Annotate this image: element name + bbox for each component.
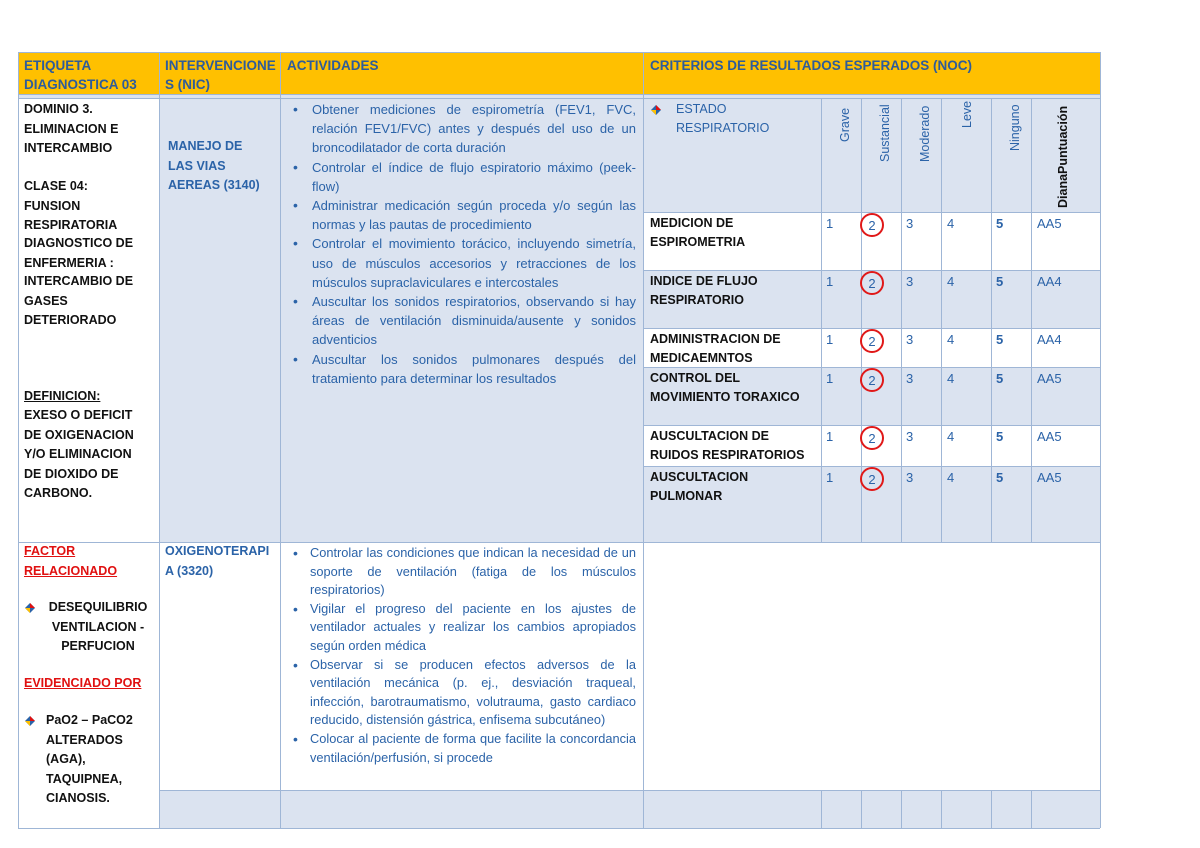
activities-list [282, 544, 636, 767]
score-value: 1 [826, 216, 834, 231]
header-interventions: INTERVENCIONES (NIC) [165, 58, 276, 92]
score-value: 3 [906, 274, 914, 289]
scale-label: Ninguno [1008, 104, 1022, 151]
grid-line [821, 98, 822, 542]
score-value: 3 [906, 216, 914, 231]
target-label: DianaPuntuación [1056, 105, 1070, 208]
grid-line [18, 98, 1100, 99]
score-value: 5 [996, 371, 1004, 386]
selected-score-circle: 2 [860, 368, 884, 392]
score-value: 5 [996, 429, 1004, 444]
scale-label: Sustancial [878, 104, 892, 162]
activity-item: • Controlar las condiciones que indican la necesidad de un soporte de ventilación (fatiga de los músculos respiratorios) [282, 544, 636, 600]
grid-line [1031, 98, 1032, 542]
activity-item: • Vigilar el progreso del paciente en los ajustes de ventilador actuales y realizar los cambios apropiados según orden médica [282, 600, 636, 656]
intervention-name: MANEJO DE LAS VIAS AEREAS (3140) [168, 139, 260, 192]
nursing-dx-value: INTERCAMBIO DE GASES DETERIORADO [24, 274, 134, 327]
score-value: 3 [906, 429, 914, 444]
grid-line [941, 98, 942, 542]
target-score: AA5 [1037, 470, 1062, 485]
scale-label: Moderado [918, 105, 932, 162]
activity-item: • Controlar el movimiento torácico, incluyendo simetría, uso de músculos accesorios y retracciones de los músculos supraclaviculares e intercostales [282, 234, 636, 292]
score-value: 5 [996, 274, 1004, 289]
evidence-item: PaO2 – PaCO2 ALTERADOS (AGA), TAQUIPNEA, CIANOSIS. [46, 713, 133, 805]
target-score: AA4 [1037, 274, 1062, 289]
intervention-name: OXIGENOTERAPIA (3320) [165, 544, 270, 578]
score-value: 1 [826, 429, 834, 444]
activity-item: • Auscultar los sonidos pulmonares después del tratamiento para determinar los resultados [282, 350, 636, 388]
activity-item: • Observar si se producen efectos adversos de la ventilación mecánica (p. ej., desviación traqueal, infección, barotraumatismo, volutrauma, gasto cardiaco reducido, distensión gástrica, enfisema subcutáneo) [282, 656, 636, 730]
activity-item: • Colocar al paciente de forma que facilite la concordancia ventilación/perfusión, si procede [282, 730, 636, 767]
grid-line [18, 828, 1100, 829]
header-diagnostic-label: ETIQUETA DIAGNOSTICA 03 [24, 58, 137, 92]
selected-score-circle: 2 [860, 467, 884, 491]
indicator-name: CONTROL DEL MOVIMIENTO TORAXICO [650, 371, 800, 404]
definition-label: DEFINICION: [24, 389, 101, 403]
nursing-dx-label: DIAGNOSTICO DE ENFERMERIA : [24, 236, 134, 270]
target-score: AA5 [1037, 216, 1062, 231]
score-value: 1 [826, 274, 834, 289]
score-value: 4 [947, 216, 955, 231]
bullet-marker-icon [24, 714, 36, 732]
activity-item: • Obtener mediciones de espirometría (FEV1, FVC, relación FEV1/FVC) antes y después del uso de un broncodilatador de corta duración [282, 100, 636, 158]
score-value: 1 [826, 470, 834, 485]
score-value: 4 [947, 429, 955, 444]
score-value: 4 [947, 470, 955, 485]
score-value: 1 [826, 371, 834, 386]
target-score: AA5 [1037, 371, 1062, 386]
diagnosis-class: CLASE 04: FUNSION RESPIRATORIA [24, 179, 118, 232]
grid-line [821, 790, 822, 828]
grid-line [159, 52, 160, 828]
grid-line [901, 98, 902, 542]
score-value: 1 [826, 332, 834, 347]
score-value: 5 [996, 470, 1004, 485]
score-value: 4 [947, 332, 955, 347]
bullet-marker-icon [24, 601, 36, 619]
grid-line [941, 790, 942, 828]
grid-line [1100, 52, 1101, 828]
footer-band [159, 790, 1100, 828]
grid-line [901, 790, 902, 828]
grid-line [991, 98, 992, 542]
score-value: 5 [996, 216, 1004, 231]
bullet-marker-icon [650, 103, 662, 121]
score-value: 4 [947, 274, 955, 289]
target-score: AA5 [1037, 429, 1062, 444]
score-value: 3 [906, 371, 914, 386]
grid-line [861, 790, 862, 828]
activity-item: • Auscultar los sonidos respiratorios, observando si hay áreas de ventilación disminuida/ausente y sonidos adventicios [282, 292, 636, 350]
target-score: AA4 [1037, 332, 1062, 347]
factor-item: DESEQUILIBRIO VENTILACION - PERFUCION [48, 600, 148, 653]
scale-label: Grave [838, 107, 852, 142]
score-value: 3 [906, 470, 914, 485]
score-value: 3 [906, 332, 914, 347]
activities-list [282, 100, 636, 388]
header-activities: ACTIVIDADES [287, 58, 379, 73]
score-value: 5 [996, 332, 1004, 347]
scale-label: Leve [960, 100, 974, 128]
selected-score-circle: 2 [860, 271, 884, 295]
noc-outcome: ESTADO RESPIRATORIO [676, 102, 770, 135]
header-noc: CRITERIOS DE RESULTADOS ESPERADOS (NOC) [650, 58, 973, 73]
diagnosis-domain: DOMINIO 3. ELIMINACION E INTERCAMBIO [24, 102, 119, 155]
indicator-name: AUSCULTACION DE RUIDOS RESPIRATORIOS [650, 429, 805, 462]
indicator-name: MEDICION DE ESPIROMETRIA [650, 216, 746, 249]
grid-line [159, 790, 1100, 791]
grid-line [1031, 790, 1032, 828]
grid-line [991, 790, 992, 828]
grid-line [280, 52, 281, 828]
evidence-label: EVIDENCIADO POR [24, 676, 142, 690]
indicator-name: INDICE DE FLUJO RESPIRATORIO [650, 274, 758, 307]
activity-item: • Administrar medicación según proceda y/o según las normas y las pautas de procedimiento [282, 196, 636, 234]
activity-item: • Controlar el índice de flujo espiratorio máximo (peek-flow) [282, 158, 636, 196]
indicator-name: AUSCULTACION PULMONAR [650, 470, 749, 503]
selected-score-circle: 2 [860, 329, 884, 353]
grid-line [18, 52, 1100, 53]
score-value: 4 [947, 371, 955, 386]
grid-line [643, 52, 644, 828]
indicator-name: ADMINISTRACION DE MEDICAEMNTOS [650, 332, 781, 365]
grid-line [18, 52, 19, 828]
grid-line [18, 94, 1100, 95]
selected-score-circle: 2 [860, 213, 884, 237]
selected-score-circle: 2 [860, 426, 884, 450]
factor-label: FACTOR RELACIONADO [24, 544, 118, 578]
definition-text: EXESO O DEFICIT DE OXIGENACION Y/O ELIMINACION DE DIOXIDO DE CARBONO. [24, 408, 134, 500]
